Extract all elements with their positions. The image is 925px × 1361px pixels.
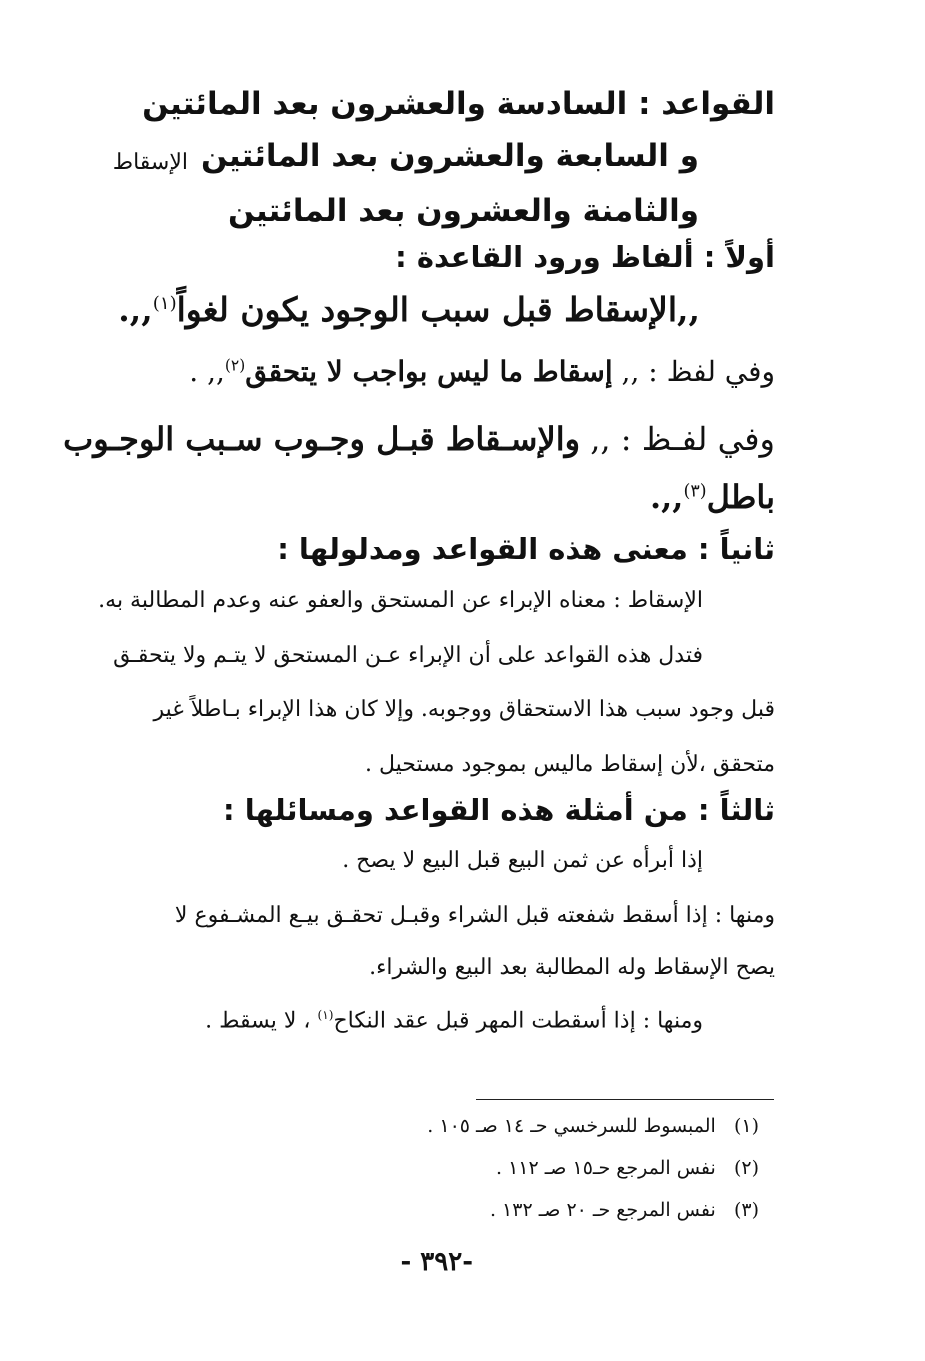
quote-3-text: والإسـقاط قبـل وجـوب سـبب الوجـوب [63,420,581,458]
footnote-ref-2: (٢) [224,356,246,375]
footnote-3 [490,1199,759,1221]
heading-line-2: و السابعة والعشرون بعد المائتين [201,138,699,174]
section-1-title: أولاً : ألفاظ ورود القاعدة : [395,240,775,274]
quote-2-end: ,, . [189,355,225,388]
footnote-3-text: نفس المرجع حـ ٢٠ صـ ١٣٢ . [489,1199,716,1221]
footnote-divider [476,1099,774,1100]
quote-2-lead: وفي لفظ : ,, [612,355,775,388]
section-3-para-3-end: ، لا يسقط . [205,1008,318,1034]
quote-1-text: ,,الإسقاط قبل سبب الوجود يكون لغواً [176,290,700,329]
heading-line-3: والثامنة والعشرون بعد المائتين [227,193,699,229]
quote-3-lead: وفي لفـظ : ,, [580,420,775,458]
section-3-para-3 [205,1008,703,1033]
quote-3-continuation [650,478,775,516]
footnote-2-text: نفس المرجع حـ١٥ صـ ١١٢ . [495,1157,716,1179]
margin-note: الإسقاط [112,150,188,175]
footnote-1-number: (١) [733,1115,759,1137]
quote-2 [189,355,775,388]
section-3-title: ثالثاً : من أمثلة هذه القواعد ومسائلها : [223,793,775,827]
section-3-para-1: إذا أبرأه عن ثمن البيع قبل البيع لا يصح . [342,848,703,873]
section-2-para-2-line-3: متحقق ،لأن إسقاط ماليس بموجود مستحيل . [365,752,775,777]
footnote-2 [496,1157,759,1179]
footnote-2-number: (٢) [733,1157,759,1179]
quote-1-end: ,,. [118,290,153,329]
quote-1 [118,290,700,329]
section-3-para-2-line-1: ومنها : إذا أسقط شفعته قبل الشراء وقبـل تحقـق بيـع المشـفوع لا [174,903,775,928]
section-2-para-2-line-2: قبل وجود سبب هذا الاستحقاق ووجوبه. وإلا كان هذا الإبراء بـاطلاً غير [153,697,775,722]
section-3-para-3-text: ومنها : إذا أسقطت المهر قبل عقد النكاح [333,1008,703,1034]
footnote-1 [427,1115,759,1137]
footnote-1-text: المبسوط للسرخسي حـ ١٤ صـ ١٠٥ . [427,1115,716,1137]
quote-3-end: ,,. [650,478,684,516]
quote-3 [63,420,775,458]
section-2-para-1: الإسقاط : معناه الإبراء عن المستحق والعفو عنه وعدم المطالبة به. [98,588,703,613]
footnote-ref-1: (١) [152,293,177,314]
footnote-ref-3: (٣) [683,481,707,502]
section-2-title: ثانياً : معنى هذه القواعد ومدلولها : [277,532,775,566]
quote-2-text: إسقاط ما ليس بواجب لا يتحقق [245,355,613,388]
page-number: - ٣٩٢- [400,1247,473,1277]
footnote-ref-4: (١) [317,1008,334,1022]
section-3-para-2-line-2: يصح الإسقاط وله المطالبة بعد البيع والشراء. [369,955,775,980]
heading-line-1: القواعد : السادسة والعشرون بعد المائتين [142,86,775,122]
quote-3-cont-text: باطل [706,478,775,516]
section-2-para-2-line-1: فتدل هذه القواعد على أن الإبراء عـن المستحق لا يتـم ولا يتحقـق [113,643,703,668]
footnote-3-number: (٣) [733,1199,759,1221]
